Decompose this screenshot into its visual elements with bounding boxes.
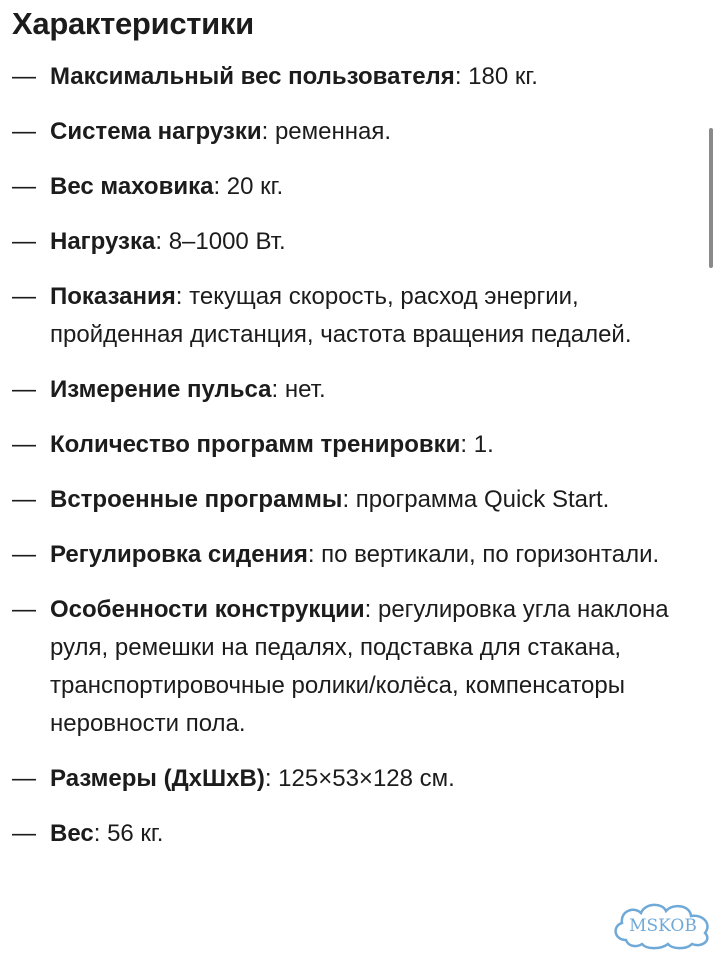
spec-item-design-features: — Особенности конструкции: регулировка угла наклона руля, ремешки на педалях, подставка для стакана, транспортировочные ролики/колёса, компенсаторы неровности пола. [0, 591, 700, 743]
dash-bullet: — [12, 541, 36, 568]
spec-item-load: — Нагрузка: 8–1000 Вт. [0, 223, 700, 261]
spec-value: программа Quick Start. [355, 486, 610, 513]
spec-key: Регулировка сидения [50, 541, 308, 568]
spec-key: Измерение пульса [50, 376, 272, 403]
spec-item-load-system: — Система нагрузки: ременная. [0, 113, 700, 151]
spec-value: 8–1000 Вт. [168, 228, 286, 255]
spec-item-seat-adjustment: — Регулировка сидения: по вертикали, по горизонтали. [0, 536, 700, 574]
dash-bullet: — [12, 376, 36, 403]
spec-key: Система нагрузки [50, 118, 262, 145]
dash-bullet: — [12, 596, 36, 623]
dash-bullet: — [12, 228, 36, 255]
spec-value: по вертикали, по горизонтали. [321, 541, 660, 568]
dash-bullet: — [12, 431, 36, 458]
spec-key: Показания [50, 283, 176, 310]
spec-item-max-user-weight: — Максимальный вес пользователя: 180 кг. [0, 58, 700, 96]
spec-list [0, 58, 700, 870]
spec-item-flywheel-weight: — Вес маховика: 20 кг. [0, 168, 700, 206]
spec-key: Размеры (ДхШхВ) [50, 765, 265, 792]
spec-item-program-count: — Количество программ тренировки: 1. [0, 426, 700, 464]
dash-bullet: — [12, 765, 36, 792]
spec-key: Нагрузка [50, 228, 156, 255]
dash-bullet: — [12, 486, 36, 513]
spec-value: нет. [284, 376, 326, 403]
dash-bullet: — [12, 118, 36, 145]
spec-key: Максимальный вес пользователя [50, 63, 455, 90]
dash-bullet: — [12, 283, 36, 310]
spec-key: Вес маховика [50, 173, 214, 200]
spec-key: Количество программ тренировки [50, 431, 461, 458]
spec-value: 125×53×128 см. [278, 765, 455, 792]
cloud-logo-icon [608, 896, 718, 952]
spec-key: Особенности конструкции [50, 596, 365, 623]
spec-item-readings: — Показания: текущая скорость, расход энергии, пройденная дистанция, частота вращения педалей. [0, 278, 700, 354]
spec-value: текущая скорость, расход энергии, пройденная дистанция, частота вращения педалей. [50, 283, 632, 348]
spec-key: Встроенные программы [50, 486, 343, 513]
spec-key: Вес [50, 820, 94, 847]
page-title: Характеристики [12, 6, 254, 41]
spec-value: регулировка угла наклона руля, ремешки на педалях, подставка для стакана, транспортировочные ролики/колёса, компенсаторы неровности пола. [50, 596, 669, 737]
spec-value: 180 кг. [468, 63, 538, 90]
watermark [608, 896, 718, 952]
scrollbar-thumb[interactable] [709, 128, 713, 268]
spec-item-weight: — Вес: 56 кг. [0, 815, 700, 853]
spec-value: 20 кг. [226, 173, 284, 200]
spec-item-builtin-programs: — Встроенные программы: программа Quick Start. [0, 481, 700, 519]
dash-bullet: — [12, 63, 36, 90]
spec-value: ременная. [274, 118, 391, 145]
spec-value: 1. [473, 431, 494, 458]
dash-bullet: — [12, 820, 36, 847]
spec-item-dimensions: — Размеры (ДхШхВ): 125×53×128 см. [0, 760, 700, 798]
spec-value: 56 кг. [107, 820, 164, 847]
watermark-text: MSKOB [629, 916, 697, 936]
dash-bullet: — [12, 173, 36, 200]
spec-item-pulse: — Измерение пульса: нет. [0, 371, 700, 409]
